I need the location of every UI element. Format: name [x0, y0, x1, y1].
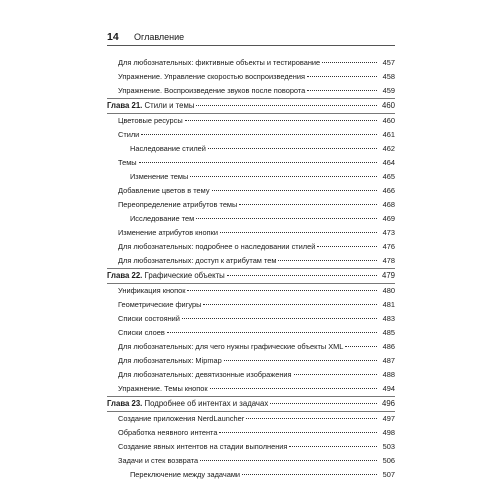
- chapter-label: Глава 21.: [107, 101, 143, 110]
- entry-page-number: 461: [382, 130, 395, 139]
- toc-entry-row: [0, 314, 500, 326]
- chapter-rule-bottom: [107, 113, 395, 114]
- toc-chapter: [107, 399, 395, 409]
- entry-title: Изменение атрибутов кнопки: [118, 228, 218, 237]
- toc-entry-row: [0, 200, 500, 212]
- toc-entry-row: [0, 242, 500, 254]
- entry-page-number: 459: [382, 86, 395, 95]
- dot-leader: [210, 388, 377, 389]
- toc-entry-row: [0, 86, 500, 98]
- chapter-rule-top: [107, 396, 395, 397]
- entry-title: Упражнение. Темы кнопок: [118, 384, 208, 393]
- toc-entry: [118, 414, 395, 424]
- toc-entry-row: [0, 384, 500, 396]
- entry-page-number: 462: [382, 144, 395, 153]
- dot-leader: [278, 260, 377, 261]
- entry-title: Изменение темы: [130, 172, 189, 181]
- entry-page-number: 473: [382, 228, 395, 237]
- entry-title: Исследование тем: [130, 214, 195, 223]
- toc-entry: [118, 86, 395, 96]
- toc-entry: [118, 342, 395, 352]
- entry-page-number: 464: [382, 158, 395, 167]
- chapter-rule-top: [107, 268, 395, 269]
- entry-title: Темы: [118, 158, 137, 167]
- entry-title: Цветовые ресурсы: [118, 116, 183, 125]
- entry-page-number: 460: [382, 116, 395, 125]
- toc-entry-row: [0, 342, 500, 354]
- entry-page-number: 498: [382, 428, 395, 437]
- entry-page-number: 476: [382, 242, 395, 251]
- toc-entry: [118, 328, 395, 338]
- toc-entry: [118, 356, 395, 366]
- toc-entry-row: [0, 72, 500, 84]
- chapter-label: Глава 22.: [107, 271, 143, 280]
- toc-chapter: [107, 101, 395, 111]
- entry-title: Для любознательных: подробнее о наследовании стилей: [118, 242, 316, 251]
- running-head-title: Оглавление: [134, 32, 185, 42]
- toc-entry: [118, 186, 395, 196]
- dot-leader: [345, 346, 377, 347]
- toc-entry-row: [0, 172, 500, 184]
- dot-leader: [294, 374, 377, 375]
- entry-page-number: 503: [382, 442, 395, 451]
- toc-entry-row: [0, 286, 500, 298]
- entry-page-number: 506: [382, 456, 395, 465]
- dot-leader: [246, 418, 377, 419]
- toc-entry: [118, 242, 395, 252]
- entry-title: Для любознательных: Mipmap: [118, 356, 222, 365]
- entry-page-number: 481: [382, 300, 395, 309]
- toc-entry-row: [0, 370, 500, 382]
- page-number: 14: [107, 31, 119, 43]
- dot-leader: [203, 304, 377, 305]
- entry-title: Создание приложения NerdLauncher: [118, 414, 245, 423]
- entry-title: Геометрические фигуры: [118, 300, 202, 309]
- entry-page-number: 469: [382, 214, 395, 223]
- entry-title: Создание явных интентов на стадии выполнения: [118, 442, 288, 451]
- toc-chapter-row: [0, 101, 500, 113]
- entry-page-number: 488: [382, 370, 395, 379]
- dot-leader: [141, 134, 377, 135]
- toc-entry: [118, 286, 395, 296]
- dot-leader: [139, 162, 377, 163]
- toc-entry-row: [0, 186, 500, 198]
- toc-entry: [118, 384, 395, 394]
- toc-entry-row: [0, 256, 500, 268]
- toc-entry: [118, 200, 395, 210]
- toc-chapter: [107, 271, 395, 281]
- entry-title: Стили: [118, 130, 140, 139]
- entry-page-number: 497: [382, 414, 395, 423]
- dot-leader: [182, 318, 377, 319]
- dot-leader: [185, 120, 377, 121]
- dot-leader: [200, 460, 377, 461]
- dot-leader: [270, 403, 377, 404]
- chapter-title: Подробнее об интентах и задачах: [144, 399, 269, 408]
- dot-leader: [219, 432, 377, 433]
- entry-page-number: 465: [382, 172, 395, 181]
- entry-title: Добавление цветов в тему: [118, 186, 210, 195]
- chapter-rule-bottom: [107, 411, 395, 412]
- toc-entry: [118, 370, 395, 380]
- entry-title: Упражнение. Управление скоростью воспроизведения: [118, 72, 305, 81]
- entry-title: Упражнение. Воспроизведение звуков после поворота: [118, 86, 306, 95]
- entry-page-number: 457: [382, 58, 395, 67]
- entry-page-number: 507: [382, 470, 395, 479]
- dot-leader: [190, 176, 377, 177]
- dot-leader: [239, 204, 377, 205]
- entry-page-number: 458: [382, 72, 395, 81]
- entry-title: Для любознательных: девятизонные изображения: [118, 370, 292, 379]
- dot-leader: [208, 148, 377, 149]
- dot-leader: [307, 90, 377, 91]
- toc-entry: [118, 130, 395, 140]
- dot-leader: [224, 360, 377, 361]
- entry-page-number: 460: [381, 101, 395, 110]
- chapter-title: Стили и темы: [144, 101, 195, 110]
- toc-entry-row: [0, 58, 500, 70]
- toc-entry-row: [0, 214, 500, 226]
- toc-chapter-row: [0, 399, 500, 411]
- toc-entry-row: [0, 158, 500, 170]
- toc-entry-row: [0, 116, 500, 128]
- dot-leader: [242, 474, 377, 475]
- dot-leader: [196, 105, 377, 106]
- dot-leader: [227, 275, 377, 276]
- toc-entry: [130, 214, 395, 224]
- dot-leader: [317, 246, 377, 247]
- toc-entry-row: [0, 470, 500, 482]
- dot-leader: [220, 232, 377, 233]
- entry-page-number: 496: [381, 399, 395, 408]
- toc-entry-row: [0, 456, 500, 468]
- toc-entry-row: [0, 300, 500, 312]
- entry-title: Наследование стилей: [130, 144, 206, 153]
- toc-entry: [118, 442, 395, 452]
- chapter-label: Глава 23.: [107, 399, 143, 408]
- entry-title: Списки состояний: [118, 314, 180, 323]
- toc-entry: [118, 256, 395, 266]
- entry-title: Обработка неявного интента: [118, 428, 218, 437]
- entry-page-number: 466: [382, 186, 395, 195]
- entry-page-number: 479: [381, 271, 395, 280]
- toc-entry: [118, 228, 395, 238]
- chapter-rule-top: [107, 98, 395, 99]
- toc-entry: [118, 158, 395, 168]
- toc-entry: [118, 314, 395, 324]
- entry-page-number: 486: [382, 342, 395, 351]
- toc-entry-row: [0, 356, 500, 368]
- entry-title: Для любознательных: доступ к атрибутам тем: [118, 256, 277, 265]
- dot-leader: [289, 446, 377, 447]
- toc-entry: [118, 58, 395, 68]
- toc-chapter-row: [0, 271, 500, 283]
- toc-entry: [118, 300, 395, 310]
- entry-page-number: 485: [382, 328, 395, 337]
- entry-title: Переключение между задачами: [130, 470, 241, 479]
- toc-entry-row: [0, 144, 500, 156]
- entry-page-number: 468: [382, 200, 395, 209]
- toc-entry-row: [0, 442, 500, 454]
- toc-entry: [130, 144, 395, 154]
- toc-entry: [130, 470, 395, 480]
- chapter-rule-bottom: [107, 283, 395, 284]
- dot-leader: [307, 76, 377, 77]
- entry-page-number: 494: [382, 384, 395, 393]
- toc-entry-row: [0, 130, 500, 142]
- entry-page-number: 483: [382, 314, 395, 323]
- dot-leader: [212, 190, 377, 191]
- toc-entry-row: [0, 328, 500, 340]
- toc-entry-row: [0, 428, 500, 440]
- entry-title: Унификация кнопок: [118, 286, 186, 295]
- chapter-title: Графические объекты: [144, 271, 225, 280]
- entry-title: Задачи и стек возврата: [118, 456, 199, 465]
- entry-page-number: 487: [382, 356, 395, 365]
- toc-entry: [118, 72, 395, 82]
- toc-entry-row: [0, 228, 500, 240]
- dot-leader: [187, 290, 377, 291]
- toc-entry: [118, 456, 395, 466]
- toc-entry: [118, 428, 395, 438]
- entry-title: Для любознательных: для чего нужны графические объекты XML: [118, 342, 344, 351]
- dot-leader: [322, 62, 377, 63]
- entry-title: Переопределение атрибутов темы: [118, 200, 238, 209]
- dot-leader: [196, 218, 377, 219]
- entry-page-number: 480: [382, 286, 395, 295]
- entry-title: Списки слоев: [118, 328, 165, 337]
- toc-entry: [118, 116, 395, 126]
- entry-page-number: 478: [382, 256, 395, 265]
- toc-entry: [130, 172, 395, 182]
- entry-title: Для любознательных: фиктивные объекты и тестирование: [118, 58, 321, 67]
- dot-leader: [167, 332, 377, 333]
- toc-entry-row: [0, 414, 500, 426]
